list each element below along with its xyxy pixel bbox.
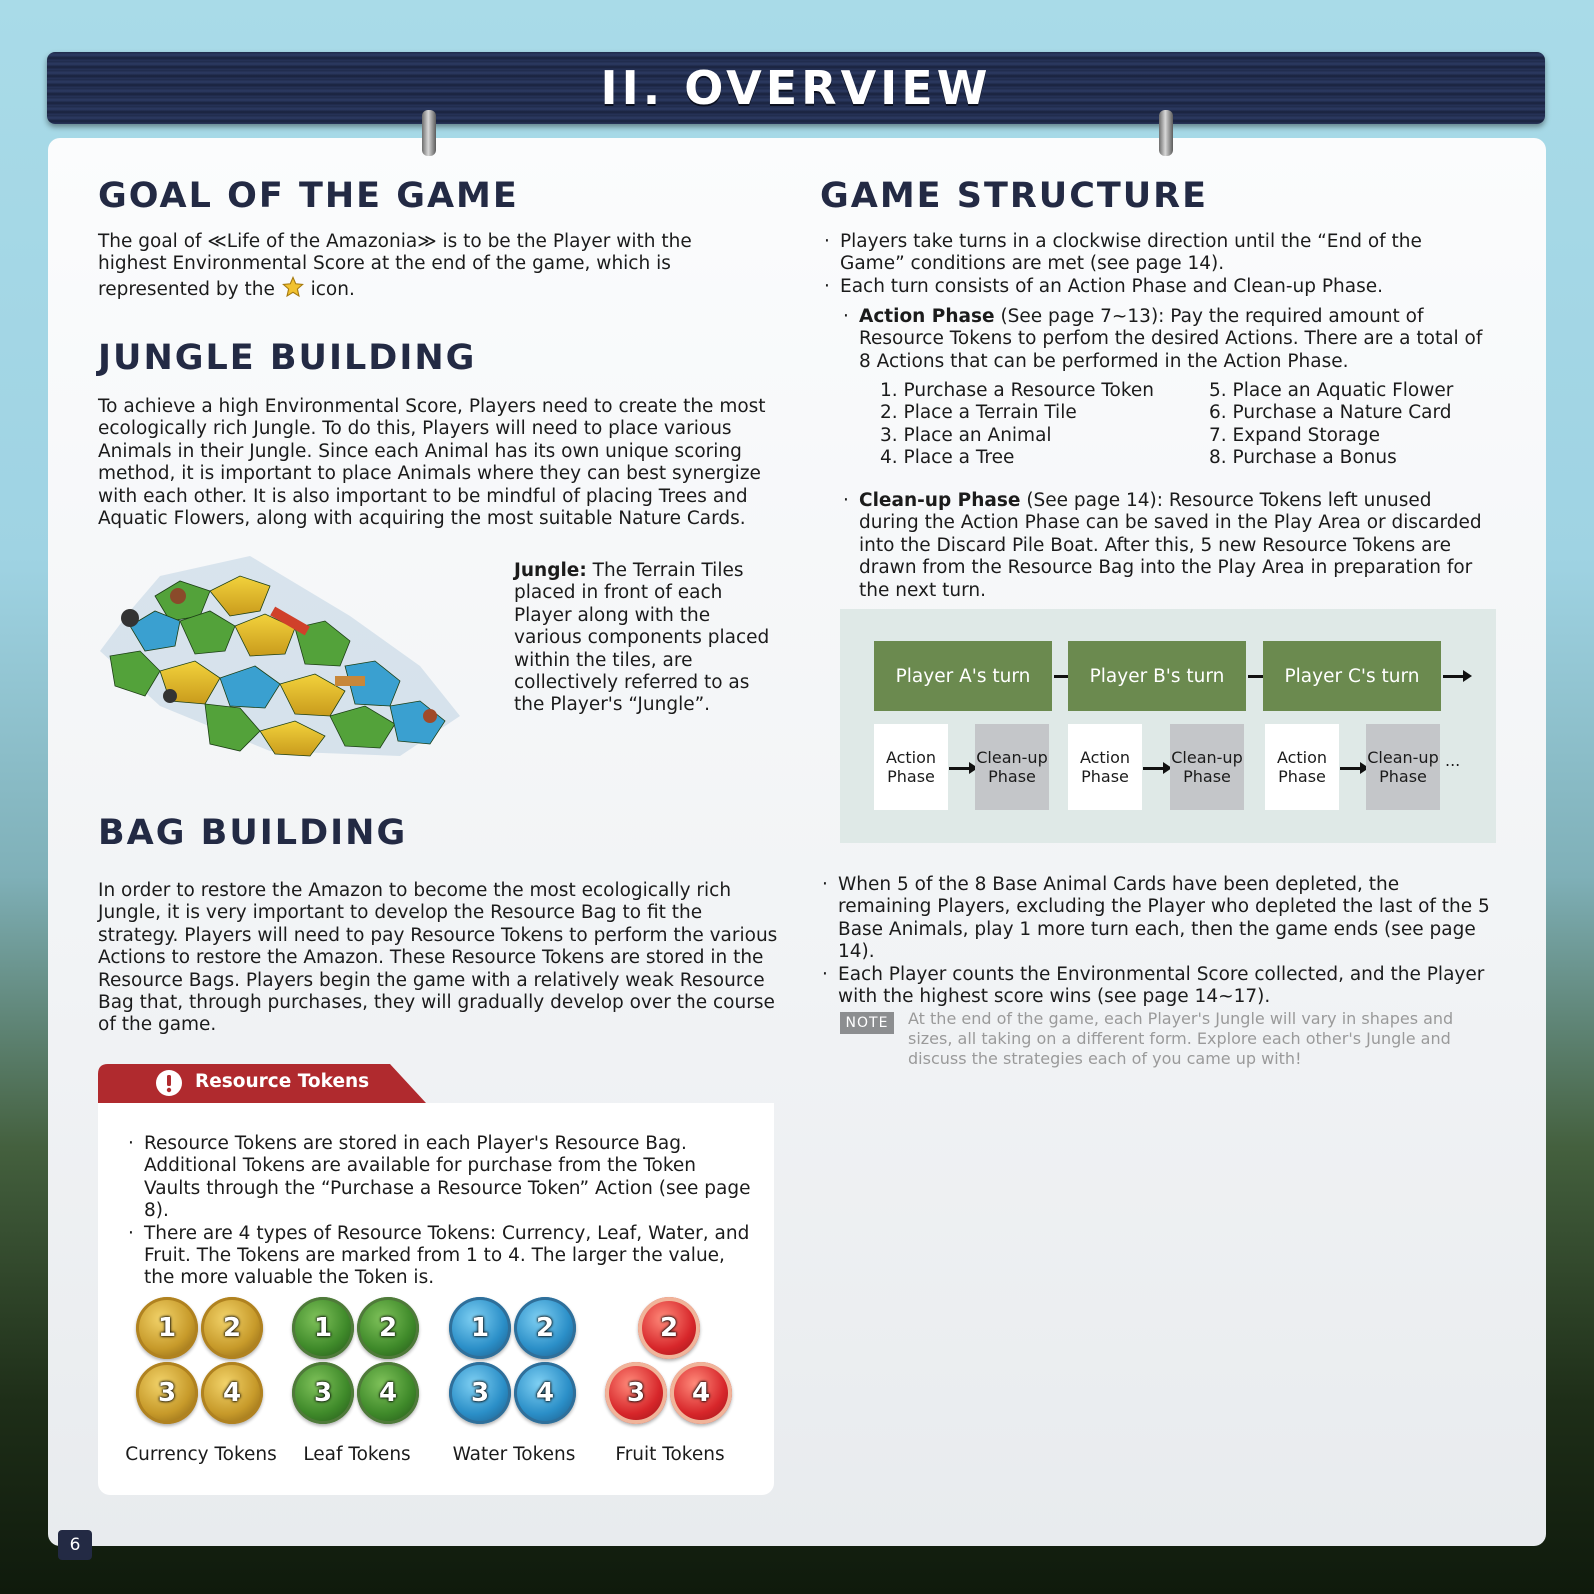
cleanup-phase-term: Clean-up Phase [859,490,1021,511]
goal-text [98,231,748,301]
water-token-4: 4 [514,1362,576,1424]
turn-box-a: Player A's turn [874,641,1052,711]
fruit-token-4: 4 [670,1362,732,1424]
fruit-tokens-label: Fruit Tokens [615,1444,725,1465]
star-icon [281,276,305,298]
action-phase-box-b: Action Phase [1068,724,1142,810]
structure-heading: GAME STRUCTURE [820,176,1209,216]
bag-heading: BAG BUILDING [98,813,408,853]
water-token-3: 3 [449,1362,511,1424]
resource-tokens-title: Resource Tokens [195,1071,370,1092]
arrow-icon [949,767,971,770]
leaf-token-4: 4 [357,1362,419,1424]
action-item: 8. Purchase a Bonus [1209,447,1397,469]
banner-hanger-left [422,110,436,156]
cleanup-phase-bullet [841,490,1496,602]
arrow-icon [1443,675,1465,678]
jungle-illustration [100,556,460,766]
turn-box-c: Player C's turn [1263,641,1441,711]
jungle-caption-text: The Terrain Tiles placed in front of each Player along with the various components placed within the tiles, are collectively referred to as the Player's “Jungle”. [514,560,770,716]
jungle-heading: JUNGLE BUILDING [98,338,477,378]
list-item: · Players take turns in a clockwise direction until the “End of the Game” conditions are met (see page 14). [822,231,1482,276]
water-token-1: 1 [449,1297,511,1359]
turn-box-b: Player B's turn [1068,641,1246,711]
list-item: · Each Player counts the Environmental Score collected, and the Player with the highest score wins (see page 14~17). [820,964,1495,1009]
currency-token-1: 1 [136,1297,198,1359]
page-title: II. OVERVIEW [600,61,992,115]
list-item [841,490,1496,602]
water-tokens-label: Water Tokens [452,1444,576,1465]
jungle-caption [514,560,778,717]
goal-text-end: icon. [304,278,355,300]
list-item: · Each turn consists of an Action Phase and Clean-up Phase. [822,276,1482,298]
leaf-tokens-label: Leaf Tokens [303,1444,411,1465]
leaf-token-1: 1 [292,1297,354,1359]
banner-hanger-right [1159,110,1173,156]
arrow-icon [1340,767,1362,770]
fruit-token-2: 2 [638,1297,700,1359]
list-item: · When 5 of the 8 Base Animal Cards have been depleted, the remaining Players, excluding the Player who depleted the last of the 5 Base Animals, play 1 more turn each, then the game ends (see page 14). [820,874,1495,964]
currency-tokens-label: Currency Tokens [125,1444,277,1465]
header-banner [47,52,1545,124]
action-phase-box-a: Action Phase [874,724,948,810]
turn-diagram [840,609,1496,843]
cleanup-phase-box-b: Clean-up Phase [1170,724,1244,810]
cleanup-phase-box-c: Clean-up Phase [1366,724,1440,810]
leaf-token-3: 3 [292,1362,354,1424]
list-item: · Resource Tokens are stored in each Player's Resource Bag. Additional Tokens are available for purchase from the Token Vaults through the “Purchase a Resource Token” Action (see page 8). [126,1133,756,1223]
jungle-text: To achieve a high Environmental Score, Players need to create the most ecologically rich Jungle. To do this, Players will need to place various Animals in their Jungle. Since each Animal has its own unique scoring method, it is important to place Animals where they can best synergize with each other. It is also important to be mindful of placing Trees and Aquatic Flowers, along with acquiring the most suitable Nature Cards. [98,396,766,530]
currency-token-2: 2 [201,1297,263,1359]
action-phase-text: (See page 7~13): Pay the required amount of Resource Tokens to perfom the desired Actions. There are a total of 8 Actions that can be performed in the Action Phase. [859,306,1483,372]
leaf-token-2: 2 [357,1297,419,1359]
goal-text-main: The goal of ≪Life of the Amazonia≫ is to be the Player with the highest Environmental Score at the end of the game, which is represented by the [98,231,692,300]
list-item [841,306,1491,373]
bag-text: In order to restore the Amazon to become the most ecologically rich Jungle, it is very important to develop the Resource Bag to fit the strategy. Players will need to pay Resource Tokens to perform the various Actions to restore the Amazon. These Resource Tokens are stored in the Resource Bags. Players begin the game with a relatively weak Resource Bag that, through purchases, they will gradually develop over the course of the game. [98,880,778,1036]
arrow-icon [1143,767,1165,770]
jungle-caption-term: Jungle: [514,560,587,581]
cleanup-phase-box-a: Clean-up Phase [975,724,1049,810]
list-item: · There are 4 types of Resource Tokens: Currency, Leaf, Water, and Fruit. The Tokens are marked from 1 to 4. The larger the value, the more valuable the Token is. [126,1223,756,1290]
action-phase-bullet [841,306,1491,373]
fruit-token-3: 3 [605,1362,667,1424]
currency-token-3: 3 [136,1362,198,1424]
action-item: 6. Purchase a Nature Card [1209,402,1452,424]
currency-token-4: 4 [201,1362,263,1424]
structure-bullets-top [822,231,1482,298]
action-item: 5. Place an Aquatic Flower [1209,380,1454,401]
action-item: 4. Place a Tree [880,447,1015,469]
diagram-ellipsis: ... [1445,751,1461,770]
goal-heading: GOAL OF THE GAME [98,176,519,216]
cleanup-phase-text: (See page 14): Resource Tokens left unused during the Action Phase can be saved in the Play Area or discarded into the Discard Pile Boat. After this, 5 new Resource Tokens are drawn from the Resource Bag into the Play Area in preparation for the next turn. [859,490,1482,601]
action-item: 7. Expand Storage [1209,424,1380,446]
page-number: 6 [58,1530,92,1560]
action-item: 1. Purchase a Resource Token [880,380,1154,401]
exclamation-icon [155,1069,183,1097]
action-phase-box-c: Action Phase [1265,724,1339,810]
action-item: 2. Place a Terrain Tile [880,402,1077,424]
action-item: 3. Place an Animal [880,424,1052,446]
actions-list-left [880,380,1200,470]
structure-bullets-bottom [820,874,1495,1008]
actions-list-right [1209,380,1499,470]
note-badge: NOTE [840,1012,894,1034]
action-phase-term: Action Phase [859,306,995,327]
resource-tokens-bullets [126,1133,756,1290]
water-token-2: 2 [514,1297,576,1359]
note-text: At the end of the game, each Player's Jungle will vary in shapes and sizes, all taking on a different form. Explore each other's Jungle and discuss the strategies each of you came up with! [908,1009,1454,1068]
